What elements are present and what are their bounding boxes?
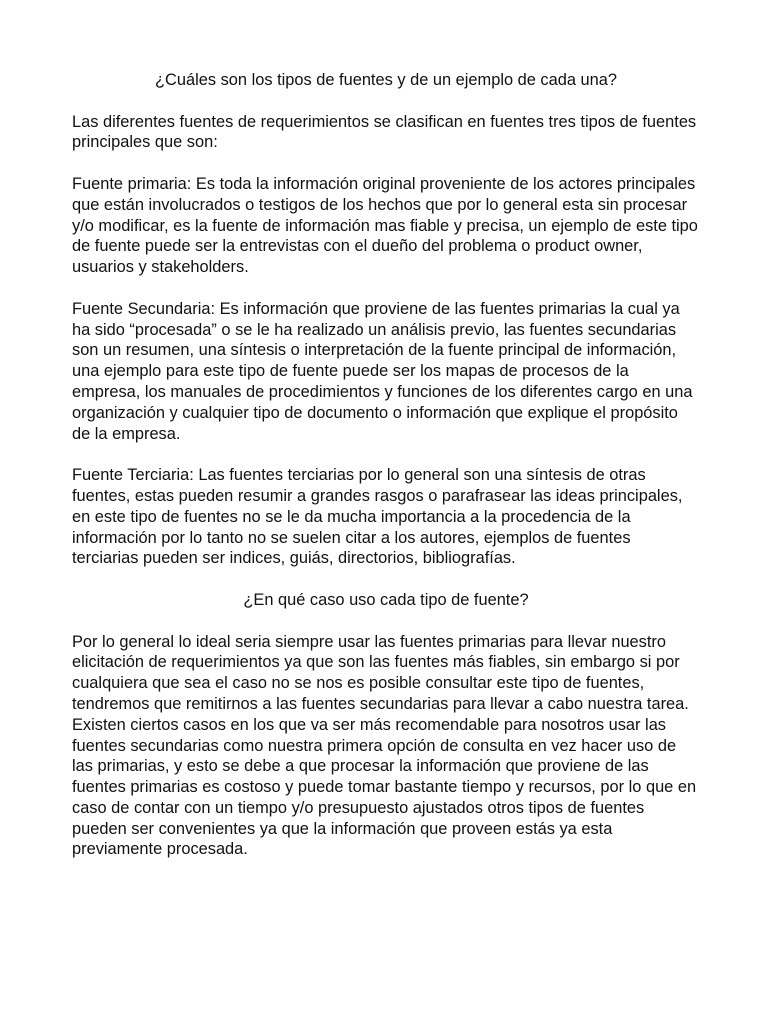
- document-page: [72, 70, 700, 860]
- fuente-secundaria-paragraph: Fuente Secundaria: Es información que proviene de las fuentes primarias la cual ya ha sido “procesada” o se le ha realizado un análisis previo, las fuentes secundarias son un resumen, una síntesis o interpretación de la fuente principal de información, una ejemplo para este tipo de fuente puede ser los mapas de procesos de la empresa, los manuales de procedimientos y funciones de los diferentes cargo en una organización y cualquier tipo de documento o información que explique el propósito de la empresa.: [72, 299, 693, 443]
- question-heading-uso: ¿En qué caso uso cada tipo de fuente?: [243, 590, 529, 609]
- answer-paragraph-2: Existen ciertos casos en los que va ser más recomendable para nosotros usar las fuentes secundarias como nuestra primera opción de consulta en vez hacer uso de las primarias, y esto se debe a que procesar la información que proviene de las fuentes primarias es costoso y puede tomar bastante tiempo y recursos, por lo que en caso de contar con un tiempo y/o presupuesto ajustados otros tipos de fuentes pueden ser convenientes ya que la información que proveen estás ya esta previamente procesada.: [72, 715, 697, 859]
- fuente-terciaria-paragraph: Fuente Terciaria: Las fuentes terciarias por lo general son una síntesis de otras fuentes, estas pueden resumir a grandes rasgos o parafrasear las ideas principales, en este tipo de fuentes no se le da mucha importancia a la procedencia de la información por lo tanto no se suelen citar a los autores, ejemplos de fuentes terciarias pueden ser indices, guiás, directorios, bibliografías.: [72, 466, 683, 568]
- fuente-primaria-paragraph: Fuente primaria: Es toda la información original proveniente de los actores principales que están involucrados o testigos de los hechos que por lo general esta sin procesar y/o modificar, es la fuente de información mas fiable y precisa, un ejemplo de este tipo de fuente puede ser la entrevistas con el dueño del problema o product owner, usuarios y stakeholders.: [72, 174, 698, 277]
- question-heading-tipos: ¿Cuáles son los tipos de fuentes y de un ejemplo de cada una?: [155, 71, 617, 89]
- intro-paragraph: Las diferentes fuentes de requerimientos se clasifican en fuentes tres tipos de fuentes principales que son:: [72, 112, 697, 152]
- answer-paragraph-1: Por lo general lo ideal seria siempre usar las fuentes primarias para llevar nuestro elicitación de requerimientos ya que son las fuentes más fiables, sin embargo si por cualquiera que sea el caso no se nos es posible consultar este tipo de fuentes, tendremos que remitirnos a las fuentes secundarias para llevar a cabo nuestra tarea.: [72, 632, 689, 713]
